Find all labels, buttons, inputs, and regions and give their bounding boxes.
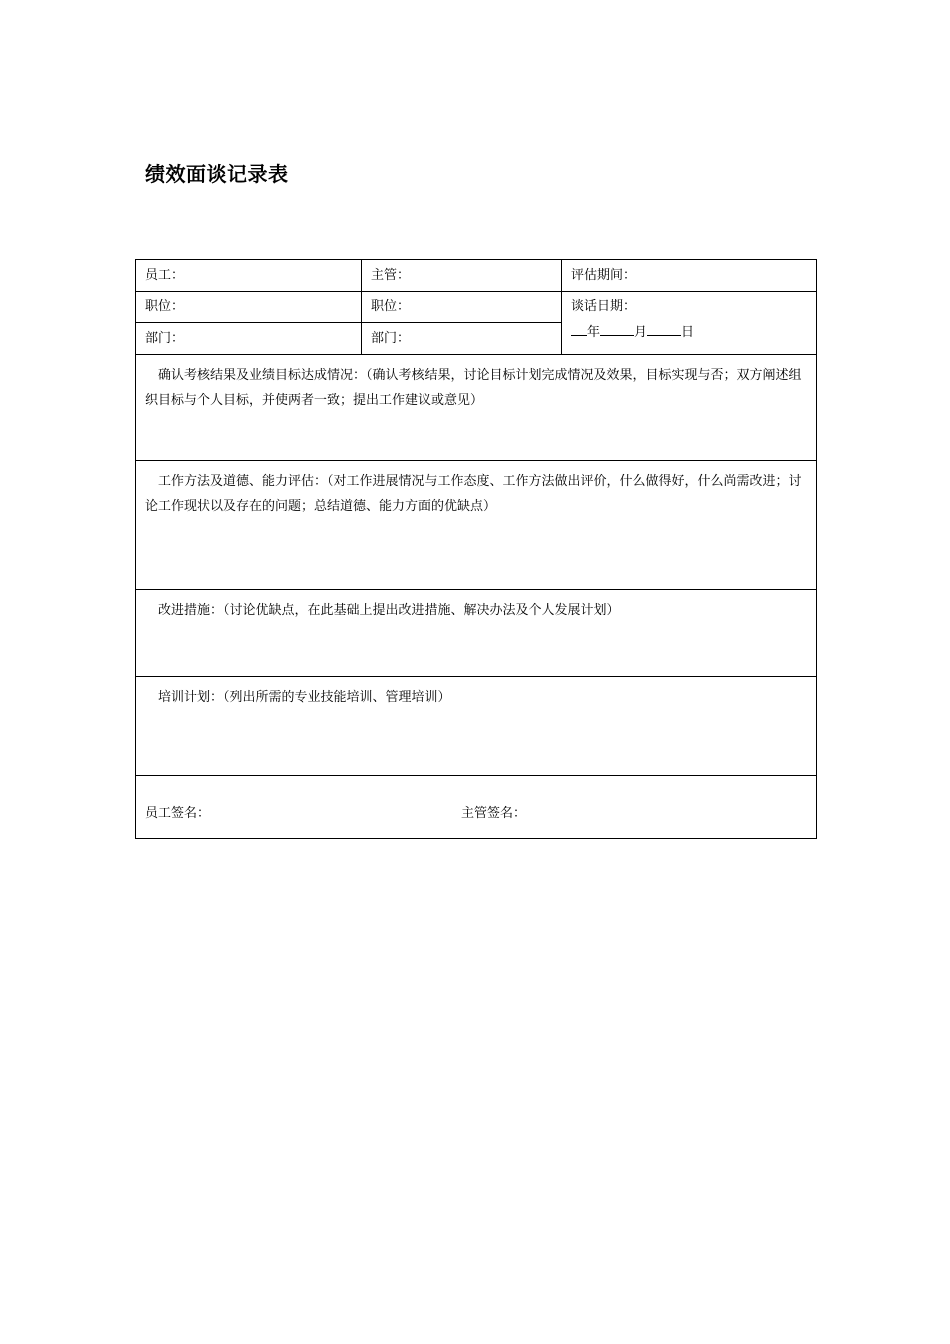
employee-signature-label[interactable]: 员工签名： xyxy=(145,806,211,821)
manager-position-label: 职位： xyxy=(371,299,411,315)
interview-date-line xyxy=(571,323,807,341)
employee-position-field[interactable] xyxy=(136,292,362,323)
employee-department-label: 部门： xyxy=(145,330,185,346)
month-label: 月 xyxy=(634,324,648,340)
manager-label: 主管： xyxy=(371,267,411,283)
signature-section xyxy=(136,776,817,839)
manager-field[interactable] xyxy=(362,260,562,292)
employee-department-field[interactable] xyxy=(136,323,362,355)
day-label: 日 xyxy=(681,324,695,340)
manager-department-label: 部门： xyxy=(371,330,411,346)
methods-section-text: 工作方法及道德、能力评估：（对工作进展情况与工作态度、工作方法做出评价，什么做得好，什么尚需改进；讨论工作现状以及存在的问题；总结道德、能力方面的优缺点） xyxy=(145,474,802,514)
manager-position-field[interactable] xyxy=(362,292,562,323)
employee-label: 员工： xyxy=(145,267,185,283)
training-section[interactable] xyxy=(136,677,817,776)
results-section[interactable] xyxy=(136,355,817,461)
training-section-text: 培训计划：（列出所需的专业技能培训、管理培训） xyxy=(158,690,451,705)
results-section-text: 确认考核结果及业绩目标达成情况：（确认考核结果，讨论目标计划完成情况及效果，目标实现与否；双方阐述组织目标与个人目标，并使两者一致；提出工作建议或意见） xyxy=(145,368,802,408)
manager-signature-label[interactable]: 主管签名： xyxy=(461,806,527,821)
month-blank[interactable] xyxy=(600,323,634,336)
interview-date-label: 谈话日期： xyxy=(571,299,637,314)
page-title: 绩效面谈记录表 xyxy=(145,162,289,186)
improvement-section-text: 改进措施：（讨论优缺点，在此基础上提出改进措施、解决办法及个人发展计划） xyxy=(158,603,620,618)
year-blank[interactable] xyxy=(571,323,587,336)
employee-field[interactable] xyxy=(136,260,362,292)
methods-section[interactable] xyxy=(136,461,817,590)
employee-position-label: 职位： xyxy=(145,299,185,315)
interview-date-field[interactable] xyxy=(562,292,817,355)
improvement-section[interactable] xyxy=(136,590,817,677)
interview-record-form xyxy=(135,259,817,839)
manager-department-field[interactable] xyxy=(362,323,562,355)
eval-period-field[interactable] xyxy=(562,260,817,292)
year-label: 年 xyxy=(587,324,601,340)
day-blank[interactable] xyxy=(647,323,681,336)
eval-period-label: 评估期间： xyxy=(571,267,637,283)
